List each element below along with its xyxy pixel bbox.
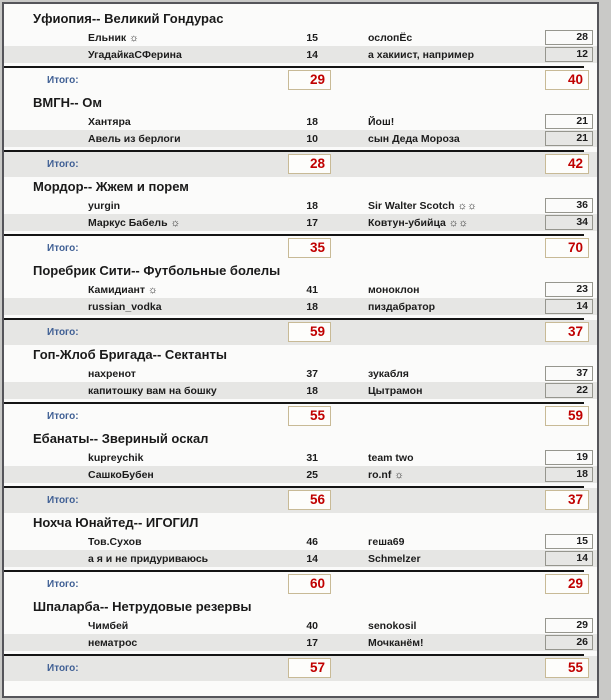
- away-player-name: senokosil: [368, 619, 417, 632]
- match-title: Шпаларба-- Нетрудовые резервы: [33, 599, 252, 614]
- home-player-score: 25: [306, 468, 318, 481]
- match-title: Уфиопия-- Великий Гондурас: [33, 11, 224, 26]
- player-row: [4, 130, 597, 147]
- total-row: [4, 488, 597, 513]
- away-total-value: 40: [545, 70, 589, 90]
- away-total-value: 55: [545, 658, 589, 678]
- home-player-name: yurgin: [88, 199, 121, 212]
- total-row: [4, 572, 597, 597]
- away-total-value: 59: [545, 406, 589, 426]
- away-player-name: Ковтун-убийца ☼☼: [368, 216, 469, 229]
- player-rows: [4, 113, 597, 147]
- home-player-score: 14: [306, 552, 318, 565]
- home-player-name: капитошку вам на бошку: [88, 384, 217, 397]
- player-rows: [4, 29, 597, 63]
- player-rows: [4, 281, 597, 315]
- total-row: [4, 68, 597, 93]
- home-player-score: 18: [306, 384, 318, 397]
- total-label: Итого:: [47, 411, 79, 422]
- away-player-score-box: 15: [545, 534, 593, 549]
- player-row: [4, 29, 597, 46]
- away-player-name: Йош!: [368, 115, 395, 128]
- home-player-score: 41: [306, 283, 318, 296]
- away-player-name: ro.nf ☼: [368, 468, 404, 481]
- away-player-name: Schmelzer: [368, 552, 421, 565]
- away-player-score-box: 37: [545, 366, 593, 381]
- away-player-score-box: 14: [545, 299, 593, 314]
- away-total-value: 29: [545, 574, 589, 594]
- away-player-name: пиздабратор: [368, 300, 436, 313]
- match-section: [4, 345, 597, 429]
- total-label: Итого:: [47, 243, 79, 254]
- away-total-value: 37: [545, 490, 589, 510]
- total-row: [4, 656, 597, 681]
- total-label: Итого:: [47, 663, 79, 674]
- home-player-score: 10: [306, 132, 318, 145]
- player-row: [4, 46, 597, 63]
- match-section: [4, 597, 597, 681]
- away-player-score-box: 21: [545, 131, 593, 146]
- away-player-score-box: 19: [545, 450, 593, 465]
- home-player-score: 18: [306, 115, 318, 128]
- away-player-name: Sir Walter Scotch ☼☼: [368, 199, 477, 212]
- match-section: [4, 513, 597, 597]
- away-player-score-box: 22: [545, 383, 593, 398]
- home-total-value: 29: [288, 70, 331, 90]
- match-title: Нохча Юнайтед-- ИГОГИЛ: [33, 515, 199, 530]
- match-title: Гоп-Жлоб Бригада-- Сектанты: [33, 347, 227, 362]
- home-player-name: Тов.Сухов: [88, 535, 142, 548]
- total-label: Итого:: [47, 495, 79, 506]
- match-section: [4, 261, 597, 345]
- match-section: [4, 9, 597, 93]
- player-row: [4, 550, 597, 567]
- match-section: [4, 429, 597, 513]
- player-rows: [4, 533, 597, 567]
- match-results-board: [2, 2, 599, 698]
- player-row: [4, 113, 597, 130]
- match-section: [4, 177, 597, 261]
- home-player-name: kupreychik: [88, 451, 144, 464]
- total-row: [4, 404, 597, 429]
- player-rows: [4, 197, 597, 231]
- home-total-value: 57: [288, 658, 331, 678]
- away-player-score-box: 28: [545, 30, 593, 45]
- home-player-name: СашкоБубен: [88, 468, 154, 481]
- home-player-name: нахренот: [88, 367, 136, 380]
- home-player-score: 18: [306, 199, 318, 212]
- home-player-score: 46: [306, 535, 318, 548]
- away-player-name: геша69: [368, 535, 405, 548]
- total-row: [4, 152, 597, 177]
- home-player-name: Камидиант ☼: [88, 283, 158, 296]
- away-total-value: 70: [545, 238, 589, 258]
- home-player-name: Маркус Бабель ☼: [88, 216, 181, 229]
- home-total-value: 59: [288, 322, 331, 342]
- player-row: [4, 281, 597, 298]
- player-row: [4, 634, 597, 651]
- away-player-name: сын Деда Мороза: [368, 132, 460, 145]
- away-player-name: Цытрамон: [368, 384, 423, 397]
- away-total-value: 42: [545, 154, 589, 174]
- match-title: Поребрик Сити-- Футбольные болелы: [33, 263, 281, 278]
- away-player-score-box: 34: [545, 215, 593, 230]
- player-row: [4, 365, 597, 382]
- home-player-name: Чимбей: [88, 619, 129, 632]
- home-player-score: 18: [306, 300, 318, 313]
- home-player-score: 37: [306, 367, 318, 380]
- player-row: [4, 298, 597, 315]
- player-row: [4, 617, 597, 634]
- home-player-name: russian_vodka: [88, 300, 162, 313]
- match-title: ВМГН-- Ом: [33, 95, 102, 110]
- player-row: [4, 533, 597, 550]
- player-row: [4, 466, 597, 483]
- player-rows: [4, 617, 597, 651]
- total-label: Итого:: [47, 75, 79, 86]
- player-row: [4, 214, 597, 231]
- home-player-name: а я и не придуриваюсь: [88, 552, 209, 565]
- away-player-score-box: 26: [545, 635, 593, 650]
- home-player-name: Хантяра: [88, 115, 131, 128]
- home-player-score: 31: [306, 451, 318, 464]
- away-player-name: зукабля: [368, 367, 409, 380]
- home-player-name: Ельник ☼: [88, 31, 139, 44]
- total-label: Итого:: [47, 579, 79, 590]
- player-row: [4, 382, 597, 399]
- home-player-score: 14: [306, 48, 318, 61]
- away-player-name: ослопЁс: [368, 31, 413, 44]
- away-player-name: а хакиист, например: [368, 48, 475, 61]
- away-player-name: моноклон: [368, 283, 420, 296]
- match-title: Ебанаты-- Звериный оскал: [33, 431, 209, 446]
- home-player-score: 40: [306, 619, 318, 632]
- home-total-value: 55: [288, 406, 331, 426]
- player-rows: [4, 449, 597, 483]
- player-row: [4, 197, 597, 214]
- home-player-name: УгадайкаСФерина: [88, 48, 182, 61]
- home-player-score: 17: [306, 636, 318, 649]
- total-label: Итого:: [47, 159, 79, 170]
- home-total-value: 28: [288, 154, 331, 174]
- match-section: [4, 93, 597, 177]
- away-player-name: team two: [368, 451, 414, 464]
- away-player-score-box: 21: [545, 114, 593, 129]
- total-row: [4, 236, 597, 261]
- away-total-value: 37: [545, 322, 589, 342]
- home-total-value: 60: [288, 574, 331, 594]
- player-rows: [4, 365, 597, 399]
- away-player-score-box: 14: [545, 551, 593, 566]
- home-player-name: Авель из берлоги: [88, 132, 181, 145]
- away-player-name: Мочканём!: [368, 636, 424, 649]
- total-row: [4, 320, 597, 345]
- home-player-score: 17: [306, 216, 318, 229]
- player-row: [4, 449, 597, 466]
- away-player-score-box: 23: [545, 282, 593, 297]
- home-player-name: нематрос: [88, 636, 138, 649]
- home-total-value: 56: [288, 490, 331, 510]
- home-player-score: 15: [306, 31, 318, 44]
- away-player-score-box: 29: [545, 618, 593, 633]
- away-player-score-box: 18: [545, 467, 593, 482]
- total-label: Итого:: [47, 327, 79, 338]
- away-player-score-box: 36: [545, 198, 593, 213]
- home-total-value: 35: [288, 238, 331, 258]
- away-player-score-box: 12: [545, 47, 593, 62]
- match-title: Мордор-- Жжем и порем: [33, 179, 189, 194]
